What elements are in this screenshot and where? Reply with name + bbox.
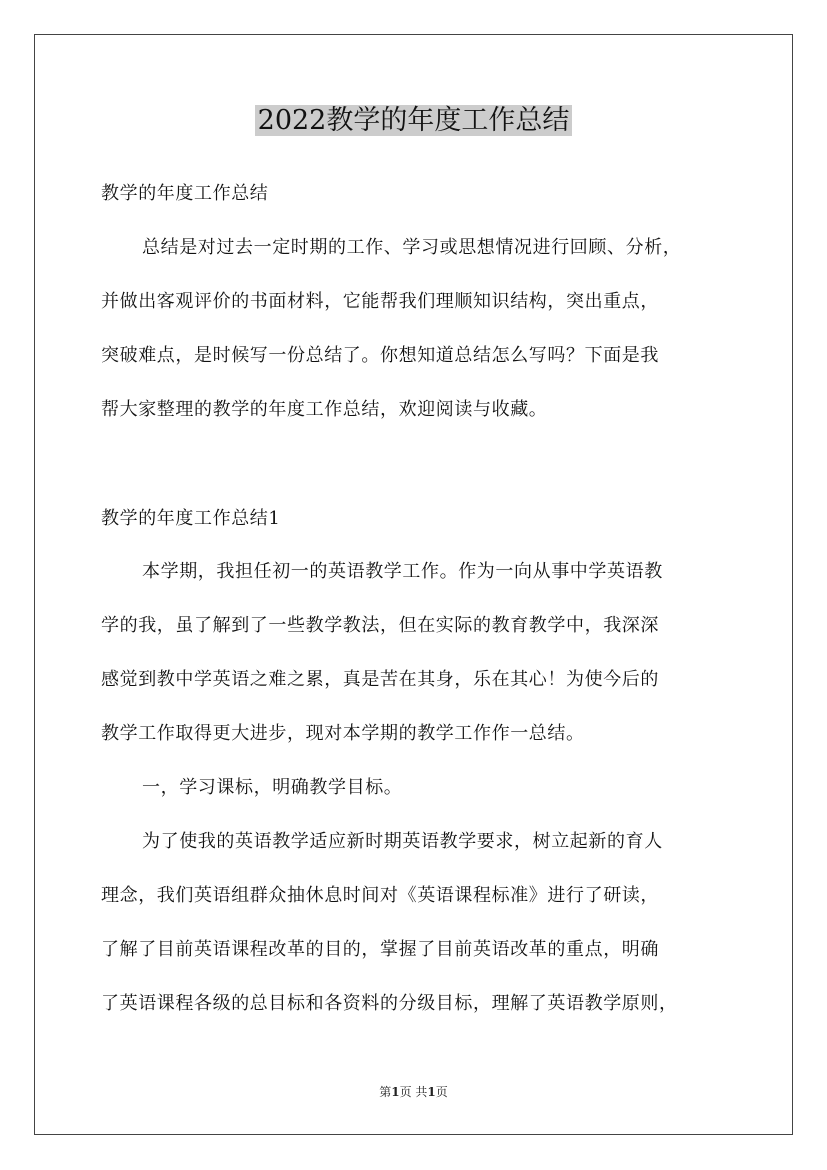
paragraph-line: 总结是对过去一定时期的工作、学习或思想情况进行回顾、分析， [142, 237, 682, 258]
paragraph-line: 学的我，虽了解到了一些教学教法，但在实际的教育教学中，我深深 [101, 615, 659, 636]
paragraph-line: 理念，我们英语组群众抽休息时间对《英语课程标准》进行了研读， [101, 885, 659, 906]
page-footer [0, 1084, 827, 1100]
paragraph-line: 了解了目前英语课程改革的目的，掌握了目前英语改革的重点，明确 [101, 939, 659, 960]
footer-page-total: 1 [427, 1085, 436, 1099]
paragraph-line: 并做出客观评价的书面材料，它能帮我们理顺知识结构，突出重点， [101, 291, 659, 312]
paragraph-line: 突破难点，是时候写一份总结了。你想知道总结怎么写吗？下面是我 [101, 345, 659, 366]
paragraph-line: 感觉到教中学英语之难之累，真是苦在其身，乐在其心！为使今后的 [101, 669, 659, 690]
document-title [0, 98, 827, 144]
paragraph-line: 教学工作取得更大进步，现对本学期的教学工作作一总结。 [101, 723, 585, 744]
section-heading: 教学的年度工作总结1 [101, 508, 281, 529]
paragraph-line: 帮大家整理的教学的年度工作总结，欢迎阅读与收藏。 [101, 399, 548, 420]
footer-page-prefix: 第 [379, 1085, 392, 1099]
paragraph-line: 为了使我的英语教学适应新时期英语教学要求，树立起新的育人 [142, 831, 663, 852]
footer-page-current: 1 [391, 1085, 400, 1099]
subheading-line: 一，学习课标，明确教学目标。 [142, 777, 403, 798]
paragraph-line: 本学期，我担任初一的英语教学工作。作为一向从事中学英语教 [142, 561, 663, 582]
document-title-text: 2022教学的年度工作总结 [255, 105, 573, 136]
footer-page-suffix: 页 [435, 1085, 448, 1099]
footer-page-mid: 页 共 [399, 1085, 428, 1099]
paragraph-line: 了英语课程各级的总目标和各资料的分级目标，理解了英语教学原则， [101, 993, 678, 1014]
subtitle-line: 教学的年度工作总结 [101, 183, 269, 204]
